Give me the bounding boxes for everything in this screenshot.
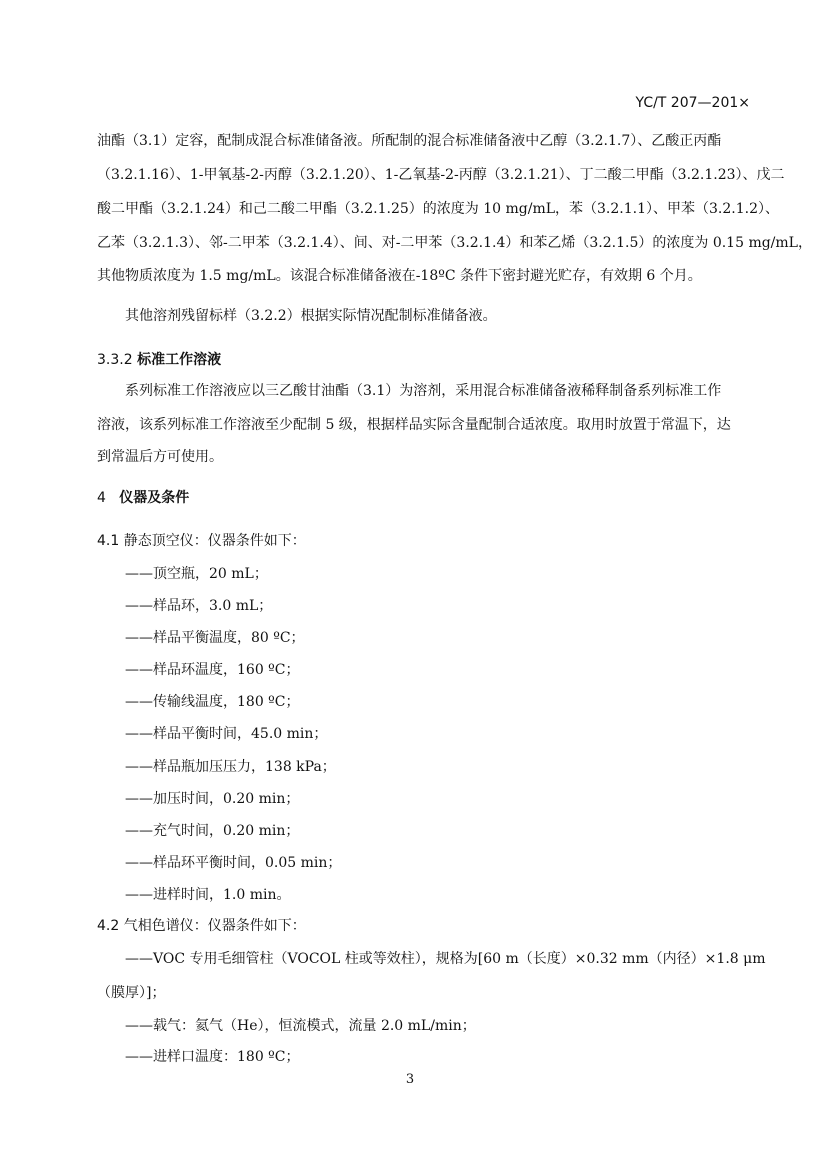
clause-number: 4.2 — [97, 918, 120, 934]
section-heading-4 — [97, 487, 189, 507]
list-item: ——VOC 专用毛细管柱（VOCOL 柱或等效柱），规格为[60 m（长度）×0.32 mm（内径）×1.8 μm — [125, 951, 766, 967]
text-line: 到常温后方可使用。 — [97, 449, 223, 465]
list-item: ——充气时间，0.20 min； — [125, 823, 300, 839]
clause-text: 静态顶空仪：仪器条件如下： — [123, 533, 306, 549]
list-item: ——载气：氦气（He），恒流模式，流量 2.0 mL/min； — [125, 1018, 476, 1034]
section-heading-3-3-2 — [97, 349, 221, 369]
list-item: ——样品环，3.0 mL； — [125, 598, 273, 614]
page-number: 3 — [405, 1072, 415, 1087]
paragraph-other-solvents: 其他溶剂残留标样（3.2.2）根据实际情况配制标准储备液。 — [125, 308, 497, 324]
list-item: ——样品瓶加压压力，138 kPa； — [125, 759, 336, 775]
list-item: ——样品环温度，160 ºC； — [125, 662, 300, 678]
list-item: ——传输线温度，180 ºC； — [125, 694, 300, 710]
text-line: 乙苯（3.2.1.3）、邻-二甲苯（3.2.1.4）、间、对-二甲苯（3.2.1.4）和苯乙烯（3.2.1.5）的浓度为 0.15 mg/mL， — [97, 235, 812, 251]
list-item: ——样品环平衡时间，0.05 min； — [125, 855, 342, 871]
text-line: （3.2.1.16）、1-甲氧基-2-丙醇（3.2.1.20）、1-乙氧基-2-丙醇（3.2.1.21）、丁二酸二甲酯（3.2.1.23）、戊二 — [97, 167, 785, 183]
section-title: 标准工作溶液 — [137, 352, 222, 368]
clause-text: 气相色谱仪：仪器条件如下： — [123, 918, 306, 934]
section-number: 3.3.2 — [97, 352, 133, 368]
list-item: ——加压时间，0.20 min； — [125, 791, 300, 807]
text-line: 其他物质浓度为 1.5 mg/mL。该混合标准储备液在-18ºC 条件下密封避光贮存，有效期 6 个月。 — [97, 268, 702, 284]
list-item: ——样品平衡温度，80 ºC； — [125, 630, 305, 646]
text-line: 系列标准工作溶液应以三乙酸甘油酯（3.1）为溶剂，采用混合标准储备液稀释制备系列标准工作 — [125, 383, 722, 399]
text-line: 溶液，该系列标准工作溶液至少配制 5 级，根据样品实际含量配制合适浓度。取用时放置于常温下，达 — [97, 417, 731, 433]
text-line: 油酯（3.1）定容，配制成混合标准储备液。所配制的混合标准储备液中乙醇（3.2.1.7）、乙酸正丙酯 — [97, 133, 722, 149]
section-number: 4 — [97, 490, 106, 506]
list-item: ——样品平衡时间，45.0 min； — [125, 726, 328, 742]
clause-number: 4.1 — [97, 533, 120, 549]
list-item: ——进样时间，1.0 min。 — [125, 887, 291, 903]
section-title: 仪器及条件 — [119, 490, 190, 506]
list-item: ——顶空瓶，20 mL； — [125, 566, 268, 582]
standard-code: YC/T 207—201× — [635, 95, 750, 111]
text-line: 酸二甲酯（3.2.1.24）和己二酸二甲酯（3.2.1.25）的浓度为 10 mg/mL，苯（3.2.1.1）、甲苯（3.2.1.2）、 — [97, 201, 779, 217]
clause-4-2 — [97, 915, 306, 935]
clause-4-1 — [97, 530, 306, 550]
list-item-continuation: （膜厚）]； — [97, 985, 166, 1001]
list-item: ——进样口温度：180 ºC； — [125, 1049, 300, 1065]
